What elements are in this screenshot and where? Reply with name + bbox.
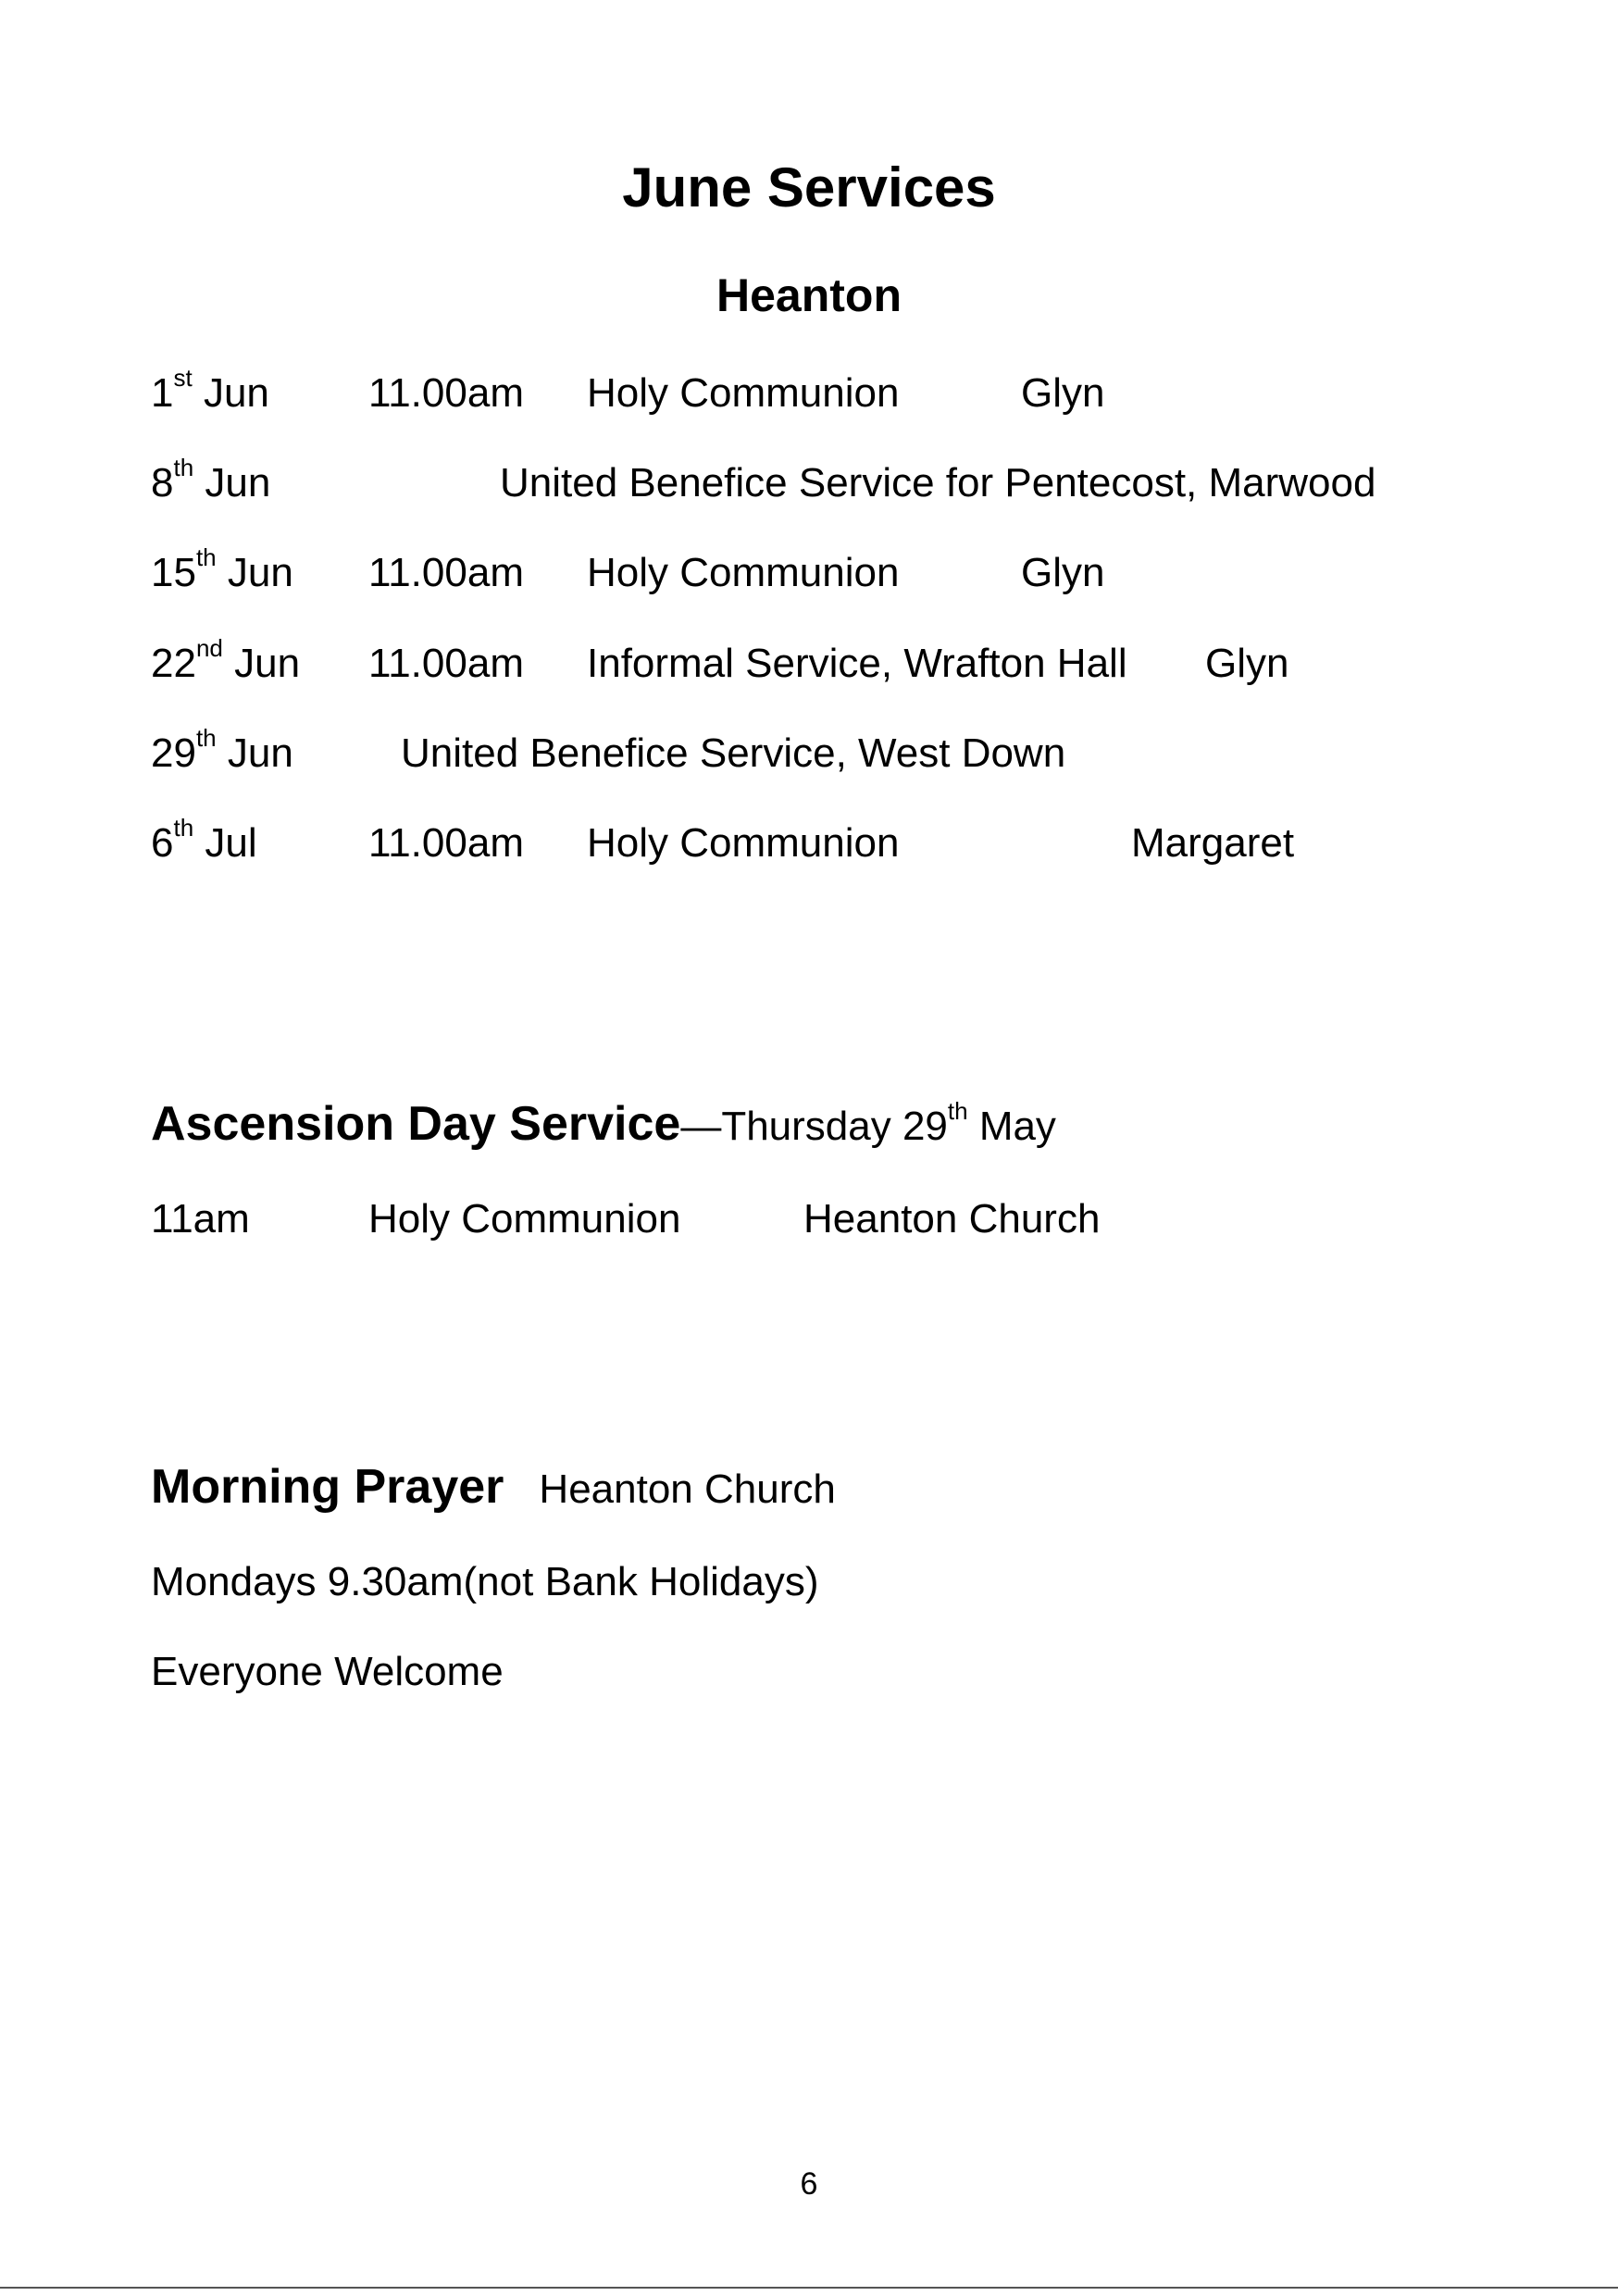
morning-prayer-heading: Morning Prayer bbox=[151, 1460, 504, 1514]
morning-prayer-schedule: Mondays 9.30am(not Bank Holidays) bbox=[151, 1559, 819, 1604]
section-subtitle: Heanton bbox=[716, 269, 902, 321]
service-date: 22nd Jun bbox=[151, 634, 301, 686]
ascension-heading-line bbox=[151, 1096, 1056, 1152]
service-name: United Benefice Service, West Down bbox=[401, 730, 1066, 776]
service-time: 11.00am bbox=[368, 820, 524, 866]
service-time: 11.00am bbox=[368, 370, 524, 416]
page-title: June Services bbox=[622, 156, 996, 218]
service-time: 11.00am bbox=[368, 550, 524, 595]
service-leader: Glyn bbox=[1021, 370, 1105, 416]
service-date: 1st Jun bbox=[151, 364, 269, 416]
ascension-service: Holy Communion bbox=[368, 1196, 681, 1242]
bottom-divider bbox=[0, 2287, 1618, 2289]
service-name: Holy Communion bbox=[587, 550, 900, 595]
service-leader: Glyn bbox=[1205, 641, 1289, 686]
ascension-time: 11am bbox=[151, 1196, 250, 1242]
morning-prayer-heading-line bbox=[151, 1459, 836, 1515]
service-name: Informal Service, Wrafton Hall bbox=[587, 641, 1127, 686]
service-date: 8th Jun bbox=[151, 454, 271, 505]
page-number: 6 bbox=[800, 2166, 818, 2202]
service-leader: Glyn bbox=[1021, 550, 1105, 595]
service-name: Holy Communion bbox=[587, 370, 900, 416]
service-name: United Benefice Service for Pentecost, Marwood bbox=[500, 460, 1376, 505]
service-date: 6th Jul bbox=[151, 814, 257, 866]
service-time: 11.00am bbox=[368, 641, 524, 686]
ascension-location: Heanton Church bbox=[803, 1196, 1101, 1242]
ascension-heading: Ascension Day Service bbox=[151, 1097, 681, 1151]
morning-prayer-note: Everyone Welcome bbox=[151, 1649, 504, 1694]
service-date: 29th Jun bbox=[151, 724, 293, 776]
service-name: Holy Communion bbox=[587, 820, 900, 866]
service-leader: Margaret bbox=[1131, 820, 1295, 866]
ascension-date: —Thursday 29th May bbox=[680, 1097, 1056, 1149]
service-date: 15th Jun bbox=[151, 543, 293, 595]
morning-prayer-location: Heanton Church bbox=[539, 1466, 836, 1512]
